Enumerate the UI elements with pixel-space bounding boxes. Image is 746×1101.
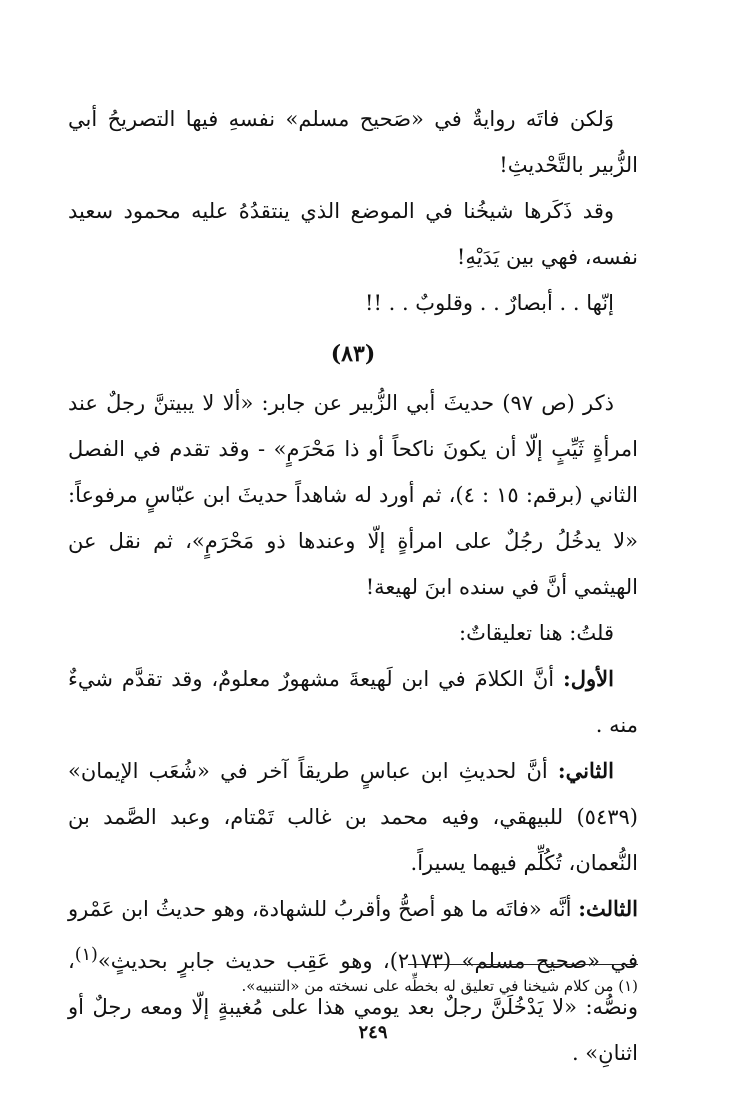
paragraph-7-label: الثاني: [557,758,614,783]
paragraph-1: وَلكن فاتَه روايةٌ في «صَحيح مسلم» نفسهِ فيها التصريحُ أبي الزُّبير بالتَّحْديثِ! [68,107,638,177]
paragraph-6-text: أنَّ الكلامَ في ابن لَهيعةَ مشهورٌ معلومٌ، وقد تقدَّم شيءٌ منه . [68,667,638,737]
main-text [68,96,638,1076]
paragraph-7-text: أنَّ لحديثِ ابن عباسٍ طريقاً آخر في «شُعَب الإيمان» (٥٤٣٩) للبيهقي، وفيه محمد بن غالب تَمْتام، وعبد الصَّمد بن النُّعمان، تُكُلِّم فيهما يسيراً. [68,759,638,875]
paragraph-2: وقد ذَكَرها شيخُنا في الموضع الذي ينتقدُهُ عليه محمود سعيد نفسه، فهي بين يَدَيْهِ! [68,199,638,269]
footnote-reference[interactable]: (١) [74,945,98,965]
paragraph-8-text: أنَّه «فاتَه ما هو أصحُّ وأقربُ للشهادة، وهو حديثُ ابن عَمْرو في «صحيح مسلم» (٢١٧٣)، وهو عَقِب حديث جابرٍ بحديثٍ» [68,897,638,973]
paragraph-6-label: الأول: [563,666,614,691]
paragraph-7 [68,748,638,886]
paragraph-6 [68,656,638,748]
paragraph-5: قلتُ: هنا تعليقاتٌ: [459,621,614,645]
paragraph-4: ذكر (ص ٩٧) حديثَ أبي الزُّبير عن جابر: «ألا لا يبيتنَّ رجلٌ عند امرأةٍ ثَيِّبٍ إلّا أن يكونَ ناكحاً أو ذا مَحْرَمٍ» - وقد تقدم في الفصل الثاني (برقم: ١٥ : ٤)، ثم أورد له شاهداً حديثَ ابن عبّاسٍ مرفوعاً: «لا يدخُلُ رجُلٌ على امرأةٍ إلّا وعندها ذو مَحْرَمٍ»، ثم نقل عن الهيثمي أنَّ في سنده ابنَ لهيعة! [68,391,638,599]
footnote-divider [408,964,638,965]
footnote: (١) من كلام شيخنا في تعليق له بخطِّه على نسخته من «التنبيه». [241,977,638,995]
paragraph-3: إنّها . . أبصارٌ . . وقلوبٌ . . !! [365,291,614,315]
section-heading: (٨٣) [330,341,376,367]
page-number: ٢٤٩ [358,1022,388,1043]
paragraph-8-label: الثالث: [578,896,638,921]
paragraph-8-tail: ، ونصُّه: «لا يَدْخُلَنَّ رجلٌ بعد يومي هذا على مُغيبةٍ إلّا ومعه رجلٌ أو اثنانِ» . [68,949,638,1065]
